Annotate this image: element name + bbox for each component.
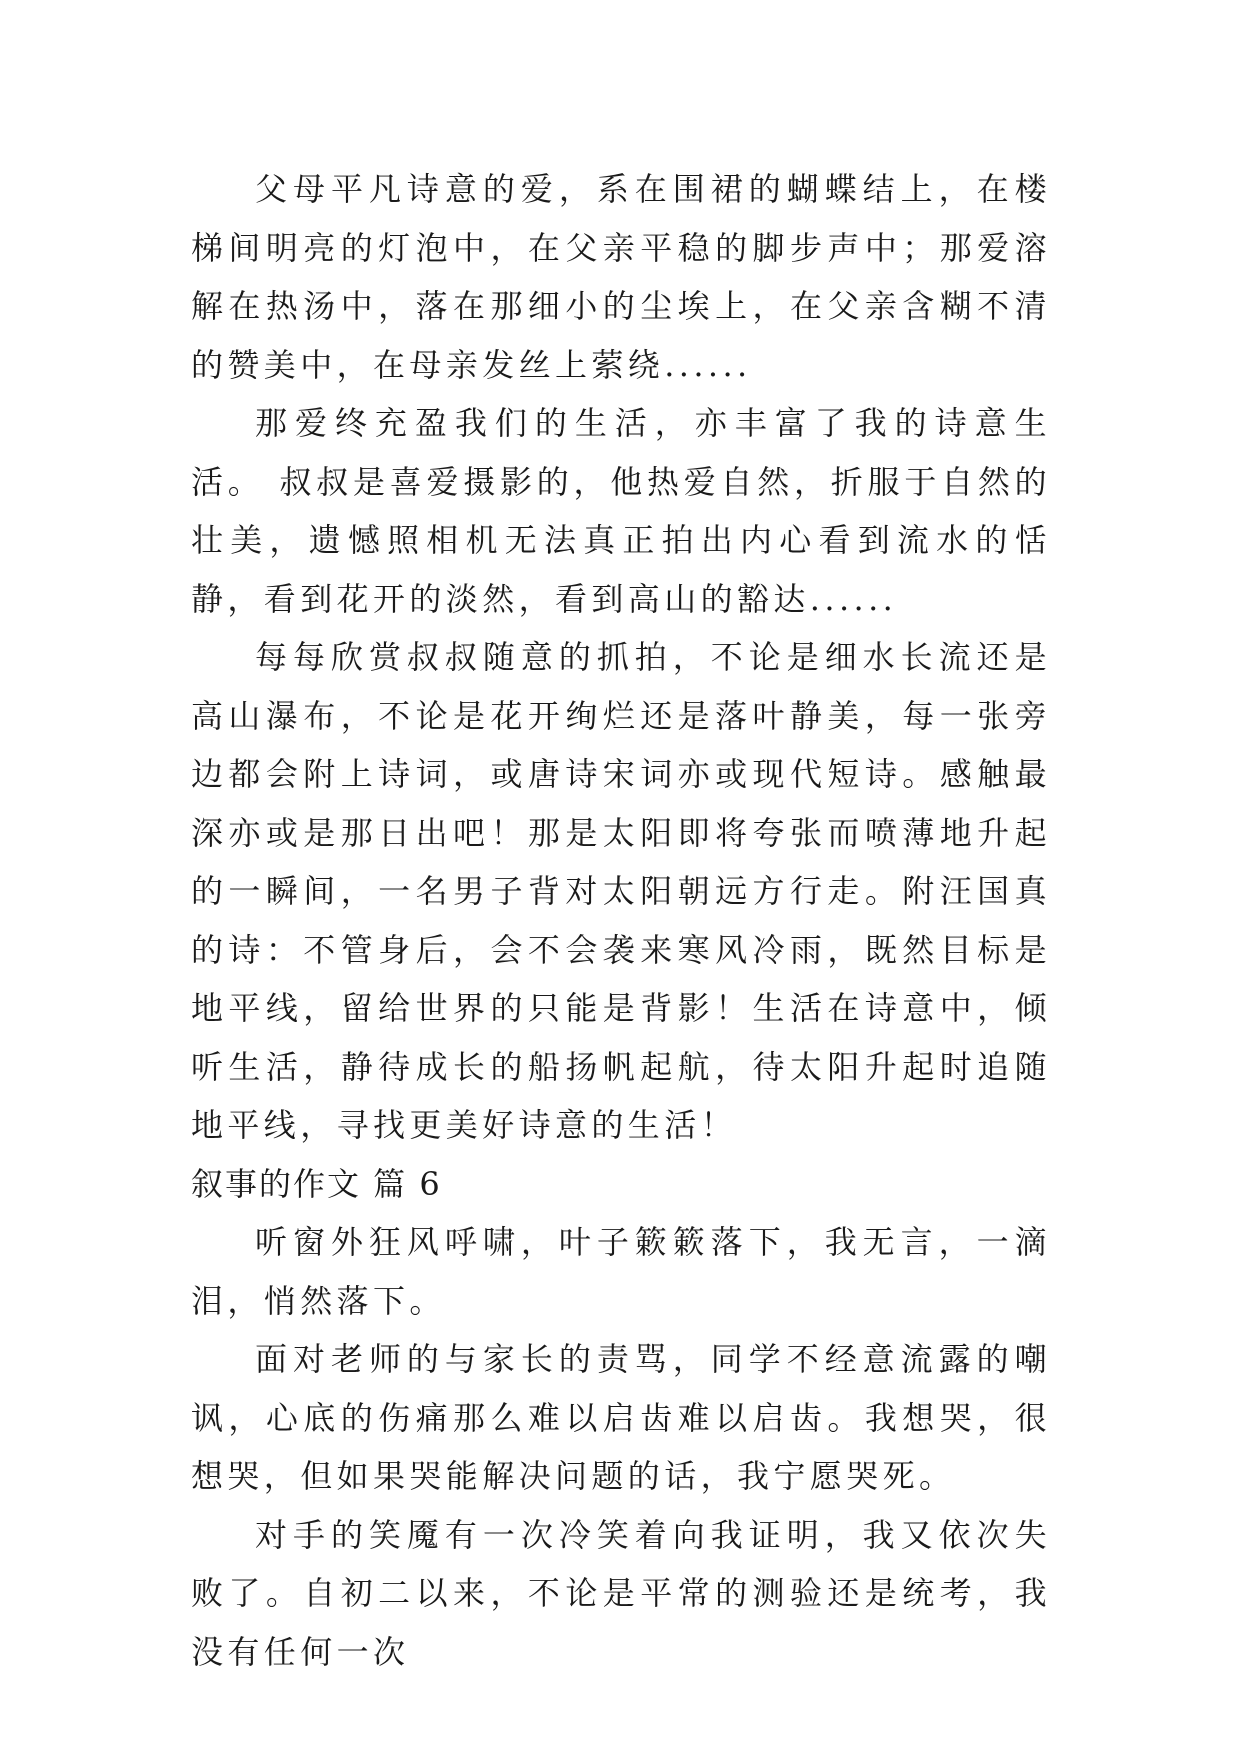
document-page bbox=[191, 160, 1051, 1681]
paragraph-scolding: 面对老师的与家长的责骂，同学不经意流露的嘲讽，心底的伤痛那么难以启齿难以启齿。我想哭，很想哭，但如果哭能解决问题的话，我宁愿哭死。 bbox=[191, 1340, 1051, 1495]
section-heading: 叙事的作文 篇 6 bbox=[191, 1164, 442, 1203]
paragraph-parents-love: 父母平凡诗意的爱，系在围裙的蝴蝶结上，在楼梯间明亮的灯泡中，在父亲平稳的脚步声中；那爱溶解在热汤中，落在那细小的尘埃上，在父亲含糊不清的赞美中，在母亲发丝上萦绕...... bbox=[191, 170, 1051, 384]
paragraph-uncle-photography: 那爱终充盈我们的生活，亦丰富了我的诗意生活。 叔叔是喜爱摄影的，他热爱自然，折服于自然的壮美，遗憾照相机无法真正拍出内心看到流水的恬静，看到花开的淡然，看到高山的豁达...... bbox=[191, 404, 1051, 618]
paragraph-sunrise-photo: 每每欣赏叔叔随意的抓拍，不论是细水长流还是高山瀑布，不论是花开绚烂还是落叶静美，每一张旁边都会附上诗词，或唐诗宋词亦或现代短诗。感触最深亦或是那日出吧！那是太阳即将夸张而喷薄地升起的一瞬间，一名男子背对太阳朝远方行走。附汪国真的诗：不管身后，会不会袭来寒风冷雨，既然目标是地平线，留给世界的只能是背影！生活在诗意中，倾听生活，静待成长的船扬帆起航，待太阳升起时追随地平线，寻找更美好诗意的生活！ bbox=[191, 638, 1051, 1144]
paragraph-failure: 对手的笑魇有一次冷笑着向我证明，我又依次失败了。自初二以来，不论是平常的测验还是统考，我没有任何一次 bbox=[191, 1515, 1051, 1671]
paragraph-wind-outside: 听窗外狂风呼啸，叶子簌簌落下，我无言，一滴泪，悄然落下。 bbox=[191, 1223, 1051, 1320]
